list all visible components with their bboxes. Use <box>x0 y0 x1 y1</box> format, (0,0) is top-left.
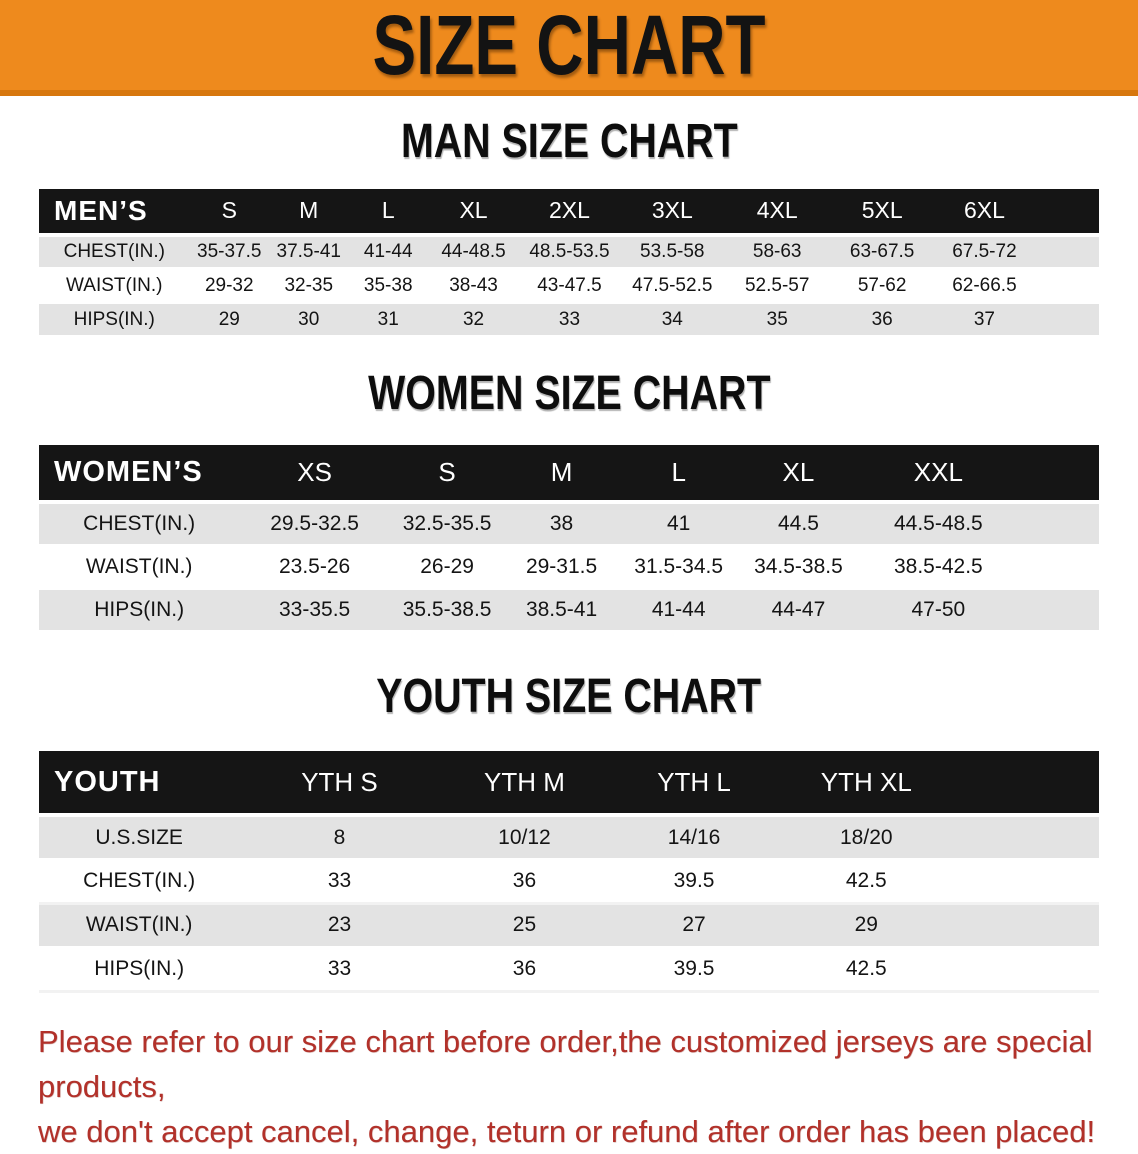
size-chart-section <box>0 116 1138 338</box>
size-sections <box>0 116 1138 993</box>
size-column-header: YTH XL <box>779 751 954 815</box>
size-table <box>39 189 1099 339</box>
size-column-header: S <box>390 445 504 502</box>
header-row <box>39 189 1099 235</box>
size-value-cell: 32.5-35.5 <box>390 502 504 545</box>
size-value-cell: 62-66.5 <box>935 269 1035 303</box>
section-heading <box>0 116 1138 169</box>
size-value-cell: 48.5-53.5 <box>519 235 620 269</box>
header-row <box>39 445 1099 502</box>
table-filler <box>1018 588 1099 631</box>
size-value-cell: 32 <box>428 303 519 337</box>
size-column-header: 5XL <box>830 189 935 235</box>
measurement-row <box>39 588 1099 631</box>
section-heading-text: WOMEN SIZE CHART <box>367 367 771 421</box>
table-filler <box>954 859 1099 903</box>
size-value-cell: 25 <box>440 903 610 947</box>
size-value-cell: 31 <box>348 303 427 337</box>
size-column-header: 6XL <box>935 189 1035 235</box>
size-value-cell: 41-44 <box>348 235 427 269</box>
table-filler <box>954 903 1099 947</box>
size-value-cell: 36 <box>440 947 610 991</box>
size-value-cell: 23.5-26 <box>239 545 390 588</box>
size-value-cell: 29 <box>779 903 954 947</box>
measurement-row <box>39 269 1099 303</box>
size-value-cell: 36 <box>440 859 610 903</box>
size-value-cell: 33 <box>519 303 620 337</box>
table-group-label: MEN’S <box>39 189 190 235</box>
table-filler <box>1034 189 1099 235</box>
size-value-cell: 67.5-72 <box>935 235 1035 269</box>
section-heading <box>0 671 1138 724</box>
size-value-cell: 38 <box>504 502 618 545</box>
table-filler <box>1018 445 1099 502</box>
table-filler <box>1034 303 1099 337</box>
size-table-body <box>39 235 1099 337</box>
size-column-header: XXL <box>858 445 1018 502</box>
size-value-cell: 37 <box>935 303 1035 337</box>
measurement-row <box>39 903 1099 947</box>
measurement-row <box>39 545 1099 588</box>
size-value-cell: 44.5-48.5 <box>858 502 1018 545</box>
size-column-header: YTH S <box>239 751 439 815</box>
size-column-header: 4XL <box>725 189 830 235</box>
size-value-cell: 44.5 <box>739 502 859 545</box>
measurement-row <box>39 859 1099 903</box>
table-filler <box>954 815 1099 859</box>
size-column-header: M <box>504 445 618 502</box>
size-value-cell: 58-63 <box>725 235 830 269</box>
size-column-header: S <box>190 189 269 235</box>
section-heading <box>0 368 1138 421</box>
size-value-cell: 10/12 <box>440 815 610 859</box>
size-value-cell: 29-32 <box>190 269 269 303</box>
size-value-cell: 30 <box>269 303 348 337</box>
size-table-header <box>39 189 1099 235</box>
size-value-cell: 31.5-34.5 <box>619 545 739 588</box>
size-table-header <box>39 751 1099 815</box>
size-value-cell: 63-67.5 <box>830 235 935 269</box>
size-column-header: M <box>269 189 348 235</box>
size-value-cell: 18/20 <box>779 815 954 859</box>
size-value-cell: 33 <box>239 859 439 903</box>
size-value-cell: 27 <box>609 903 779 947</box>
size-column-header: 2XL <box>519 189 620 235</box>
measurement-label: HIPS(IN.) <box>39 303 190 337</box>
measurement-label: U.S.SIZE <box>39 815 239 859</box>
size-column-header: XS <box>239 445 390 502</box>
size-value-cell: 34 <box>620 303 725 337</box>
section-heading-text: MAN SIZE CHART <box>400 115 738 168</box>
measurement-label: WAIST(IN.) <box>39 269 190 303</box>
size-value-cell: 42.5 <box>779 947 954 991</box>
size-value-cell: 29-31.5 <box>504 545 618 588</box>
size-value-cell: 37.5-41 <box>269 235 348 269</box>
size-value-cell: 35-38 <box>348 269 427 303</box>
measurement-label: HIPS(IN.) <box>39 588 239 631</box>
size-value-cell: 32-35 <box>269 269 348 303</box>
size-value-cell: 44-47 <box>739 588 859 631</box>
measurement-label: WAIST(IN.) <box>39 545 239 588</box>
table-filler <box>1034 269 1099 303</box>
size-table-body <box>39 502 1099 631</box>
size-value-cell: 41-44 <box>619 588 739 631</box>
size-value-cell: 29.5-32.5 <box>239 502 390 545</box>
size-value-cell: 26-29 <box>390 545 504 588</box>
size-value-cell: 43-47.5 <box>519 269 620 303</box>
size-column-header: 3XL <box>620 189 725 235</box>
size-value-cell: 35-37.5 <box>190 235 269 269</box>
measurement-label: WAIST(IN.) <box>39 903 239 947</box>
size-value-cell: 44-48.5 <box>428 235 519 269</box>
size-value-cell: 23 <box>239 903 439 947</box>
size-table <box>39 751 1099 993</box>
size-value-cell: 38.5-42.5 <box>858 545 1018 588</box>
page-title: SIZE CHART <box>372 0 766 92</box>
table-group-label: WOMEN’S <box>39 445 239 502</box>
size-chart-section <box>0 671 1138 993</box>
size-value-cell: 38.5-41 <box>504 588 618 631</box>
measurement-label: HIPS(IN.) <box>39 947 239 991</box>
size-table-body <box>39 815 1099 991</box>
size-value-cell: 29 <box>190 303 269 337</box>
table-filler <box>1018 502 1099 545</box>
measurement-row <box>39 815 1099 859</box>
size-value-cell: 39.5 <box>609 947 779 991</box>
size-value-cell: 36 <box>830 303 935 337</box>
size-table-header <box>39 445 1099 502</box>
table-filler <box>954 751 1099 815</box>
size-value-cell: 14/16 <box>609 815 779 859</box>
size-value-cell: 35 <box>725 303 830 337</box>
size-column-header: XL <box>428 189 519 235</box>
measurement-row <box>39 303 1099 337</box>
size-column-header: XL <box>739 445 859 502</box>
size-column-header: YTH L <box>609 751 779 815</box>
banner <box>0 0 1138 96</box>
table-filler <box>1034 235 1099 269</box>
measurement-row <box>39 502 1099 545</box>
size-value-cell: 38-43 <box>428 269 519 303</box>
order-notice <box>0 1019 1138 1154</box>
size-value-cell: 34.5-38.5 <box>739 545 859 588</box>
measurement-label: CHEST(IN.) <box>39 859 239 903</box>
size-value-cell: 35.5-38.5 <box>390 588 504 631</box>
size-value-cell: 53.5-58 <box>620 235 725 269</box>
measurement-label: CHEST(IN.) <box>39 502 239 545</box>
size-value-cell: 57-62 <box>830 269 935 303</box>
size-table <box>39 445 1099 633</box>
size-value-cell: 41 <box>619 502 739 545</box>
size-value-cell: 47.5-52.5 <box>620 269 725 303</box>
table-filler <box>954 947 1099 991</box>
section-heading-text: YOUTH SIZE CHART <box>376 669 762 723</box>
size-chart-section <box>0 368 1138 632</box>
size-value-cell: 33-35.5 <box>239 588 390 631</box>
size-value-cell: 39.5 <box>609 859 779 903</box>
size-value-cell: 8 <box>239 815 439 859</box>
size-column-header: L <box>619 445 739 502</box>
measurement-row <box>39 235 1099 269</box>
size-value-cell: 33 <box>239 947 439 991</box>
size-value-cell: 42.5 <box>779 859 954 903</box>
table-filler <box>1018 545 1099 588</box>
table-group-label: YOUTH <box>39 751 239 815</box>
size-column-header: YTH M <box>440 751 610 815</box>
measurement-row <box>39 947 1099 991</box>
size-value-cell: 47-50 <box>858 588 1018 631</box>
notice-line-1: Please refer to our size chart before order,the customized jerseys are special products, <box>38 1023 1093 1104</box>
header-row <box>39 751 1099 815</box>
notice-line-2: we don't accept cancel, change, teturn or refund after order has been placed! <box>38 1113 1096 1149</box>
measurement-label: CHEST(IN.) <box>39 235 190 269</box>
size-value-cell: 52.5-57 <box>725 269 830 303</box>
size-column-header: L <box>348 189 427 235</box>
